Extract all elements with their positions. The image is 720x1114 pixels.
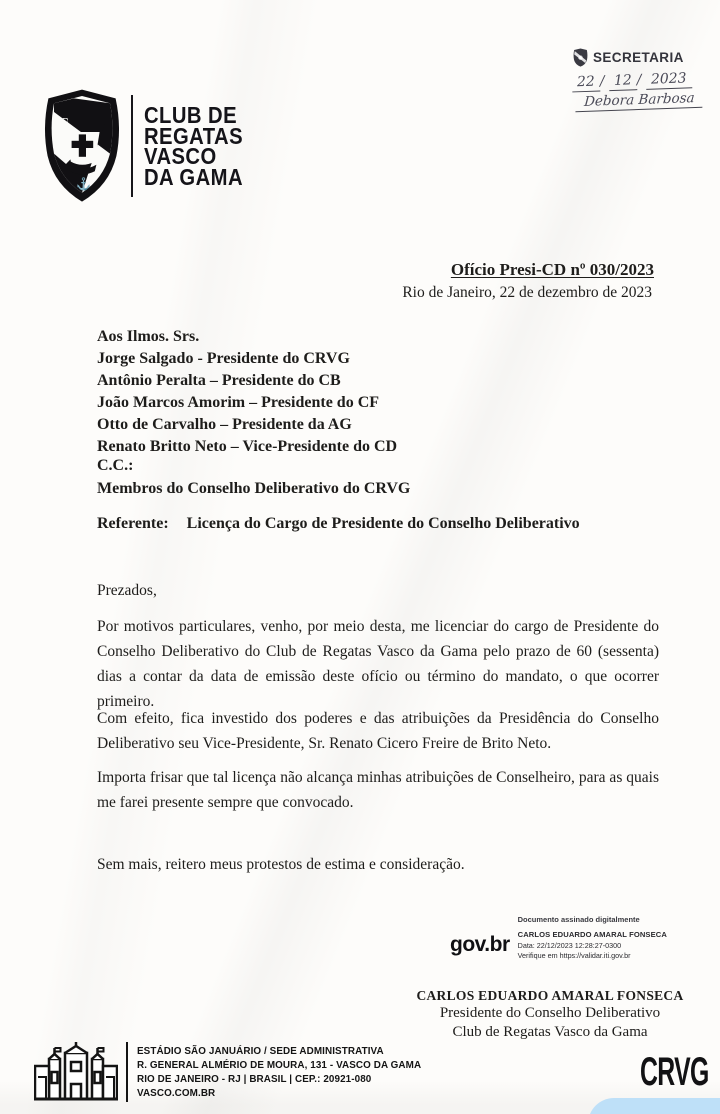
recipient-line: Antônio Peralta – Presidente do CB (97, 372, 341, 389)
body-paragraph: Por motivos particulares, venho, por meio desta, me licenciar do cargo de Presidente do Conselho Deliberativo do Club de Regatas Vasco da Gama pelo prazo de 60 (sessenta) dias a contar da data de emissão deste ofício ou término do mandato, o que ocorrer primeiro. (97, 618, 659, 710)
closing-line: Sem mais, reitero meus protestos de estima e consideração. (97, 856, 465, 873)
recipient-line: Otto de Carvalho – Presidente da AG (97, 416, 352, 433)
stadium-icon (34, 1042, 118, 1102)
signer-name: CARLOS EDUARDO AMARAL FONSECA (416, 988, 684, 1003)
recipient-line: Jorge Salgado - Presidente do CRVG (97, 350, 350, 367)
govbr-logo: gov.br (450, 932, 510, 956)
footer-line-city: RIO DE JANEIRO - RJ | BRASIL | CEP.: 20921-080 (137, 1073, 372, 1085)
signer-role: Presidente do Conselho Deliberativo (439, 1005, 661, 1021)
subject-line (97, 515, 580, 533)
stamp-shield-icon (572, 48, 589, 67)
vasco-shield-icon (42, 88, 122, 204)
cc-value: Membros do Conselho Deliberativo do CRVG (97, 479, 411, 497)
cc-block (97, 455, 410, 500)
footer-line-url: VASCO.COM.BR (137, 1087, 216, 1099)
footer-address (137, 1044, 421, 1100)
digital-sig-verify: Verifique em https://validar.iti.gov.br (517, 951, 631, 960)
doc-title: Ofício Presi-CD nº 030/2023 (450, 260, 654, 279)
doc-dateline: Rio de Janeiro, 22 de dezembro de 2023 (402, 284, 652, 301)
recipient-line: João Marcos Amorim – Presidente do CF (97, 394, 380, 411)
digital-sig-date: Data: 22/12/2023 12:28:27-0300 (517, 940, 622, 950)
recipients-block (97, 326, 397, 458)
stamp-handwritten-date: 22 / 12 / 2023 (572, 70, 713, 93)
digital-sig-signer: CARLOS EDUARDO AMARAL FONSECA (517, 930, 667, 939)
svg-text:₢: ₢ (59, 115, 69, 130)
cc-label: C.C.: (97, 457, 134, 474)
subject-label: Referente: (97, 515, 169, 532)
digital-sig-title: Documento assinado digitalmente (517, 915, 640, 924)
footer (34, 1042, 439, 1102)
footer-divider (126, 1042, 128, 1102)
digital-signature-block (450, 915, 678, 960)
logo-divider (131, 95, 133, 197)
greeting: Prezados, (97, 582, 157, 599)
signer-org: Club de Regatas Vasco da Gama (452, 1024, 648, 1040)
salutation: Aos Ilmos. Srs. (97, 328, 200, 345)
subject-value: Licença do Cargo de Presidente do Conselho Deliberativo (186, 515, 580, 532)
chat-bubble-artifact (588, 1098, 720, 1114)
crvg-wordmark: CRVG (640, 1050, 709, 1094)
footer-line-street: R. GENERAL ALMÉRIO DE MOURA, 131 - VASCO DA GAMA (137, 1059, 422, 1071)
club-logo (42, 88, 256, 204)
body-paragraph: Com efeito, fica investido dos poderes e das atribuições da Presidência do Conselho Deliberativo seu Vice-Presidente, Sr. Renato Cicero Freire de Brito Neto. (97, 710, 659, 752)
recipient-line: Renato Britto Neto – Vice-Presidente do CD (97, 438, 398, 455)
footer-line-venue: ESTÁDIO SÃO JANUÁRIO / SEDE ADMINISTRATIVA (137, 1045, 384, 1057)
signature-block (400, 988, 700, 1042)
stamp-label: SECRETARIA (593, 50, 684, 65)
body-paragraph: Importa frisar que tal licença não alcança minhas atribuições de Conselheiro, para as quais me farei presente sempre que convocado. (97, 769, 659, 811)
club-wordmark: CLUB DE REGATAS VASCO DA GAMA (143, 102, 243, 190)
secretaria-stamp (572, 48, 712, 110)
svg-text:⚓: ⚓ (76, 177, 92, 191)
stamp-handwritten-signature: Debora Barbosa (575, 90, 703, 112)
